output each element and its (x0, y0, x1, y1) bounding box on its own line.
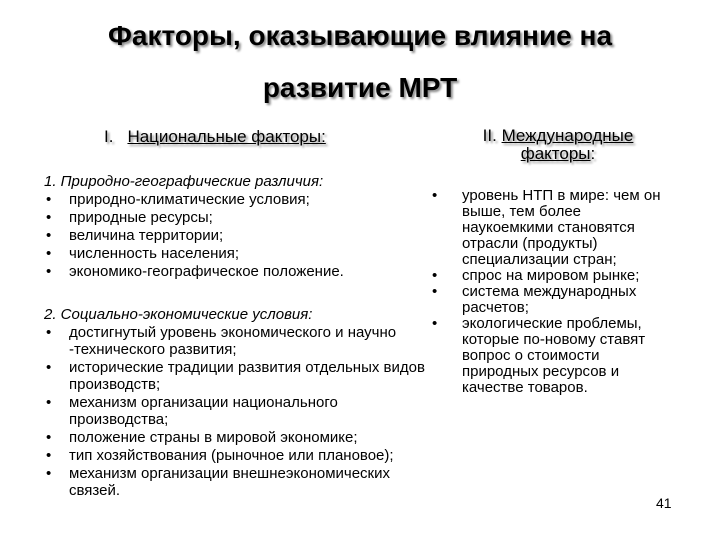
list-item-text: система международных расчетов; (462, 283, 637, 316)
bullet-icon: • (432, 267, 438, 284)
list-item-text: исторические традиции развития отдельных видов производств; (69, 359, 425, 393)
list-item (44, 245, 434, 262)
bullet-icon: • (432, 283, 438, 300)
bullet-icon: • (46, 209, 52, 226)
list-item (44, 191, 434, 208)
bullet-icon: • (46, 191, 52, 208)
list-item-text: достигнутый уровень экономического и научно -технического развития; (69, 324, 397, 358)
list-item (432, 268, 672, 284)
list-item-text: тип хозяйствования (рыночное или плановое); (69, 447, 394, 464)
list-item (44, 465, 434, 499)
socio-economic-list (44, 324, 434, 499)
international-factors-heading-1: Международные (501, 126, 634, 145)
international-factors-heading-2: факторы (520, 144, 591, 163)
international-factors-header (458, 127, 658, 163)
list-item-text: механизм организации внешнеэкономических связей. (69, 465, 390, 499)
list-item (44, 263, 434, 280)
list-item-text: величина территории; (69, 227, 224, 244)
list-item-text: механизм организации национального производства; (69, 394, 338, 428)
list-item (44, 227, 434, 244)
international-factors-number: II. (482, 126, 497, 145)
bullet-icon: • (46, 447, 52, 464)
national-factors-number: I. (104, 127, 114, 146)
slide-title-line-1: Факторы, оказывающие влияние на (107, 20, 613, 51)
list-item (44, 209, 434, 226)
international-factors-block (432, 188, 672, 396)
list-item (44, 324, 434, 358)
bullet-icon: • (432, 315, 438, 332)
list-item (44, 429, 434, 446)
bullet-icon: • (46, 465, 52, 482)
bullet-icon: • (46, 245, 52, 262)
socio-economic-block (44, 306, 434, 499)
national-factors-header (104, 127, 326, 147)
international-factors-list (432, 188, 672, 396)
socio-economic-heading: 2. Социально-экономические условия: (44, 306, 313, 323)
bullet-icon: • (46, 394, 52, 411)
bullet-icon: • (46, 263, 52, 280)
list-item-text: положение страны в мировой экономике; (69, 429, 358, 446)
list-item (44, 359, 434, 393)
list-item-text: природно-климатические условия; (69, 191, 310, 208)
list-item-text: численность населения; (69, 245, 240, 262)
natural-geographic-list (44, 191, 434, 280)
list-item (432, 284, 672, 316)
bullet-icon: • (432, 187, 438, 204)
slide-title-line-2: развитие МРТ (262, 72, 458, 103)
list-item-text: экологические проблемы, которые по-новому ставят вопрос о стоимости природных ресурсов и качестве товаров. (462, 315, 646, 396)
list-item-text: природные ресурсы; (69, 209, 213, 226)
list-item-text: спрос на мировом рынке; (462, 267, 640, 284)
bullet-icon: • (46, 429, 52, 446)
page-number: 41 (656, 495, 672, 511)
list-item (432, 188, 672, 268)
bullet-icon: • (46, 359, 52, 376)
list-item-text: уровень НТП в мире: чем он выше, тем более наукоемкими становятся отрасли (продукты) специализации стран; (462, 187, 661, 268)
international-factors-colon: : (590, 144, 596, 163)
natural-geographic-block (44, 173, 434, 280)
bullet-icon: • (46, 324, 52, 341)
national-factors-heading: Национальные факторы: (127, 127, 326, 146)
natural-geographic-heading: 1. Природно-географические различия: (44, 173, 324, 190)
list-item (432, 316, 672, 396)
list-item-text: экономико-географическое положение. (69, 263, 344, 280)
bullet-icon: • (46, 227, 52, 244)
list-item (44, 447, 434, 464)
list-item (44, 394, 434, 428)
